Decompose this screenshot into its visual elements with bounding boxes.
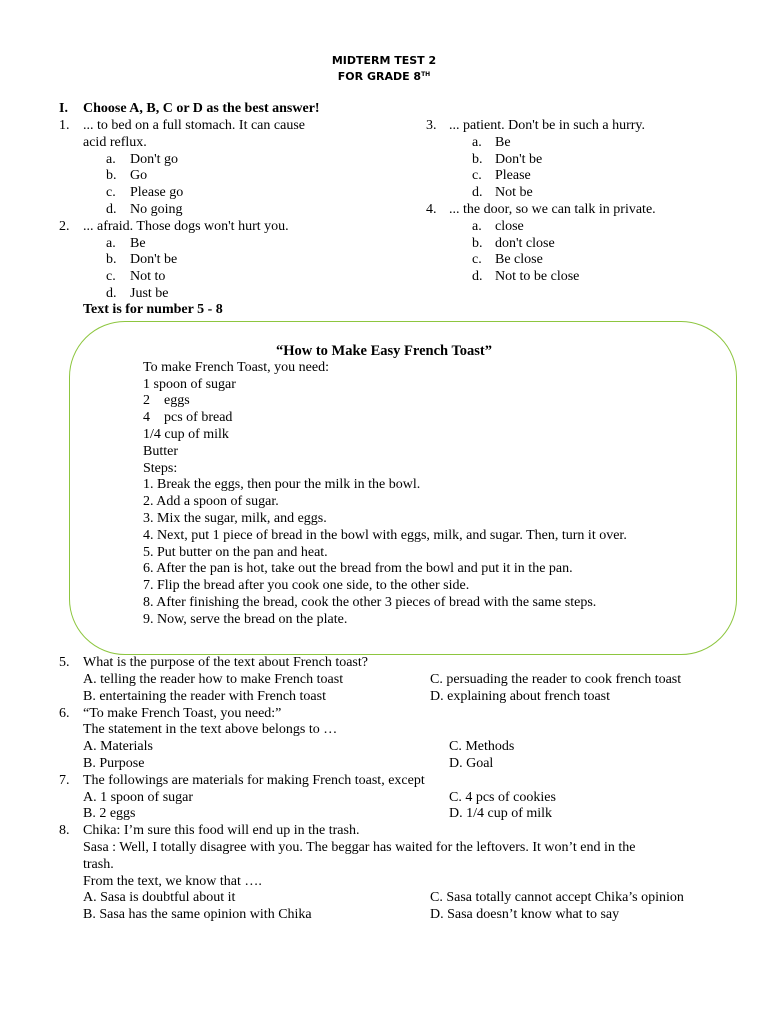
q3-option-c-letter: c. (472, 168, 482, 183)
q6-stem: “To make French Toast, you need:” (83, 706, 282, 721)
recipe-line: Steps: (143, 461, 178, 476)
q3-option-a: Be (495, 135, 511, 150)
q4-option-d-letter: d. (472, 269, 483, 284)
q7-number: 7. (59, 773, 70, 788)
recipe-step: 7. Flip the bread after you cook one side, to the other side. (143, 578, 470, 593)
q2-option-c-letter: c. (106, 269, 116, 284)
recipe-step: 2. Add a spoon of sugar. (143, 494, 279, 509)
q3-option-a-letter: a. (472, 135, 482, 150)
q2-number: 2. (59, 219, 70, 234)
recipe-step: 5. Put butter on the pan and heat. (143, 545, 328, 560)
q8-question: From the text, we know that …. (83, 874, 262, 889)
q7-option-d: D. 1/4 cup of milk (449, 806, 553, 821)
recipe-title: “How to Make Easy French Toast” (275, 343, 493, 359)
q5-number: 5. (59, 655, 70, 670)
q4-option-c: Be close (495, 252, 543, 267)
q2-option-c: Not to (130, 269, 166, 284)
grade-subtitle-text: FOR GRADE 8 (337, 70, 422, 83)
q2-option-b-letter: b. (106, 252, 117, 267)
q2-option-d: Just be (130, 286, 169, 301)
q5-option-b: B. entertaining the reader with French toast (83, 689, 326, 704)
q1-option-a: Don't go (130, 152, 179, 167)
q8-option-b: B. Sasa has the same opinion with Chika (83, 907, 312, 922)
q8-stem: Chika: I’m sure this food will end up in the trash. (83, 823, 360, 838)
q1-option-d: No going (130, 202, 183, 217)
q5-option-c: C. persuading the reader to cook french toast (430, 672, 682, 687)
q5-option-a: A. telling the reader how to make French toast (83, 672, 344, 687)
q8-dialogue-line: Sasa : Well, I totally disagree with you. The beggar has waited for the leftovers. It won’t end in the (83, 840, 636, 855)
q2-option-a: Be (130, 236, 146, 251)
q4-stem: ... the door, so we can talk in private. (449, 202, 656, 217)
q4-number: 4. (426, 202, 437, 217)
q1-option-b: Go (130, 168, 148, 183)
q4-option-c-letter: c. (472, 252, 482, 267)
q2-option-a-letter: a. (106, 236, 116, 251)
q6-option-d: D. Goal (449, 756, 494, 771)
recipe-step: 6. After the pan is hot, take out the bread from the bowl and put it in the pan. (143, 561, 573, 576)
recipe-step: 4. Next, put 1 piece of bread in the bowl with eggs, milk, and sugar. Then, turn it over. (143, 528, 627, 543)
q3-option-b: Don't be (495, 152, 543, 167)
q8-option-c: C. Sasa totally cannot accept Chika’s opinion (430, 890, 684, 905)
q4-option-a-letter: a. (472, 219, 482, 234)
q7-option-c: C. 4 pcs of cookies (449, 790, 556, 805)
q5-stem: What is the purpose of the text about French toast? (83, 655, 368, 670)
q4-option-b-letter: b. (472, 236, 483, 251)
q4-option-b: don't close (495, 236, 555, 251)
q8-option-a: A. Sasa is doubtful about it (83, 890, 236, 905)
text-note: Text is for number 5 - 8 (83, 302, 223, 317)
recipe-step: 8. After finishing the bread, cook the other 3 pieces of bread with the same steps. (143, 595, 597, 610)
q1-option-b-letter: b. (106, 168, 117, 183)
recipe-line: 1 spoon of sugar (143, 377, 236, 392)
q2-option-b: Don't be (130, 252, 178, 267)
q6-number: 6. (59, 706, 70, 721)
recipe-line: 1/4 cup of milk (143, 427, 229, 442)
q2-stem: ... afraid. Those dogs won't hurt you. (83, 219, 289, 234)
q1-stem-cont: acid reflux. (83, 135, 147, 150)
q8-option-d: D. Sasa doesn’t know what to say (430, 907, 620, 922)
recipe-line: Butter (143, 444, 178, 459)
q7-option-a: A. 1 spoon of sugar (83, 790, 194, 805)
recipe-step: 1. Break the eggs, then pour the milk in the bowl. (143, 477, 421, 492)
recipe-line: To make French Toast, you need: (143, 360, 329, 375)
q7-stem: The followings are materials for making French toast, except (83, 773, 425, 788)
q7-option-b: B. 2 eggs (83, 806, 136, 821)
q3-option-b-letter: b. (472, 152, 483, 167)
q3-stem: ... patient. Don't be in such a hurry. (449, 118, 646, 133)
q1-option-c-letter: c. (106, 185, 116, 200)
grade-superscript: TH (421, 71, 431, 78)
recipe-step: 3. Mix the sugar, milk, and eggs. (143, 511, 327, 526)
q1-option-a-letter: a. (106, 152, 116, 167)
q3-number: 3. (426, 118, 437, 133)
q1-number: 1. (59, 118, 70, 133)
q4-option-a: close (495, 219, 524, 234)
section-numeral: I. (59, 101, 68, 116)
q4-option-d: Not to be close (495, 269, 580, 284)
q6-option-c: C. Methods (449, 739, 515, 754)
section-instruction: Choose A, B, C or D as the best answer! (83, 101, 320, 116)
q8-dialogue-line-cont: trash. (83, 857, 114, 872)
test-title: MIDTERM TEST 2 (331, 54, 437, 67)
q3-option-d: Not be (495, 185, 533, 200)
q3-option-d-letter: d. (472, 185, 483, 200)
q5-option-d: D. explaining about french toast (430, 689, 611, 704)
q2-option-d-letter: d. (106, 286, 117, 301)
recipe-step: 9. Now, serve the bread on the plate. (143, 612, 348, 627)
q1-stem: ... to bed on a full stomach. It can cause (83, 118, 305, 133)
q1-option-c: Please go (130, 185, 184, 200)
q8-number: 8. (59, 823, 70, 838)
q6-stem-cont: The statement in the text above belongs to … (83, 722, 338, 737)
q6-option-b: B. Purpose (83, 756, 145, 771)
q6-option-a: A. Materials (83, 739, 153, 754)
recipe-line: 2 eggs (143, 393, 190, 408)
q1-option-d-letter: d. (106, 202, 117, 217)
recipe-line: 4 pcs of bread (143, 410, 233, 425)
q3-option-c: Please (495, 168, 531, 183)
grade-subtitle (0, 69, 768, 83)
